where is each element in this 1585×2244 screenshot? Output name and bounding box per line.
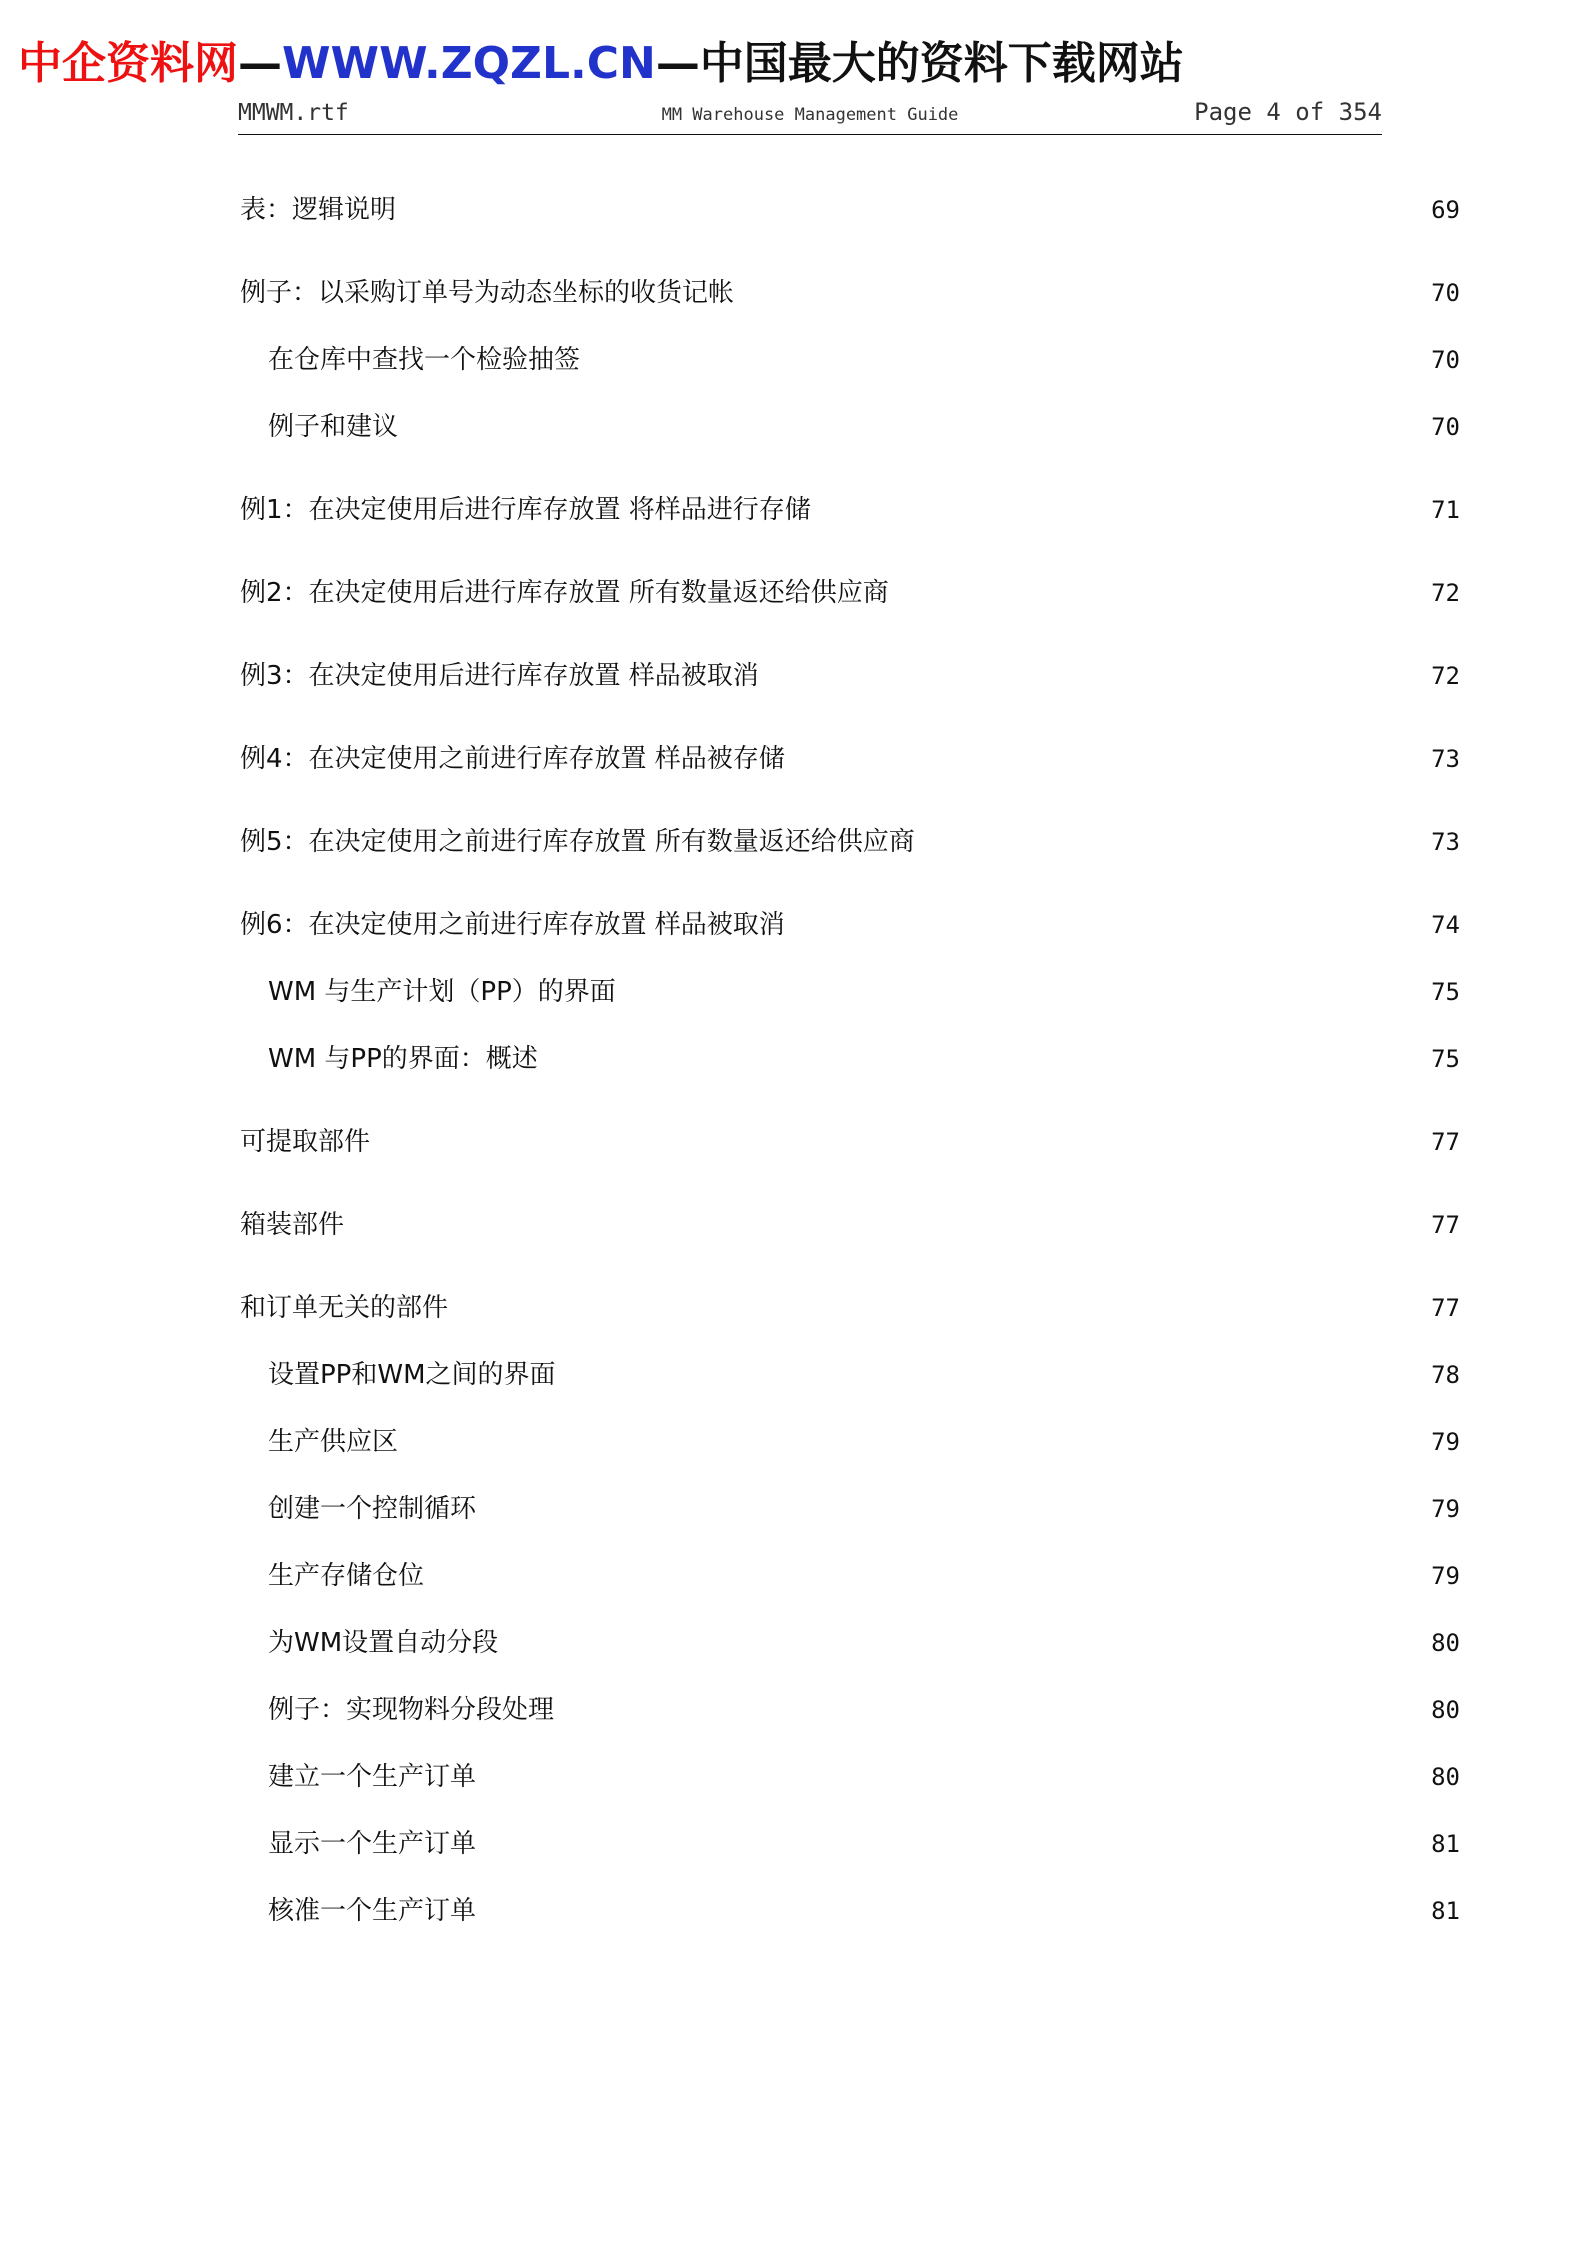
header-filename: MMWM.rtf bbox=[238, 100, 349, 126]
toc-entry-page: 74 bbox=[1431, 911, 1460, 939]
toc-entry-page: 81 bbox=[1431, 1830, 1460, 1858]
header-title: MM Warehouse Management Guide bbox=[661, 105, 959, 125]
toc-entry-title: 例1：在决定使用后进行库存放置 将样品进行存储 bbox=[240, 495, 811, 525]
banner-url[interactable]: WWW.ZQZL.CN bbox=[282, 38, 656, 89]
toc-entry[interactable] bbox=[0, 1039, 1585, 1079]
toc-entry-title: 设置PP和WM之间的界面 bbox=[268, 1360, 556, 1390]
toc-entry-page: 81 bbox=[1431, 1897, 1460, 1925]
toc-entry[interactable] bbox=[0, 905, 1585, 945]
toc-entry-title: 例5：在决定使用之前进行库存放置 所有数量返还给供应商 bbox=[240, 827, 915, 857]
toc-entry[interactable] bbox=[0, 1690, 1585, 1730]
toc-entry-title: 和订单无关的部件 bbox=[240, 1293, 449, 1323]
toc-entry[interactable] bbox=[0, 656, 1585, 696]
banner-slogan: —中国最大的资料下载网站 bbox=[655, 38, 1184, 89]
toc-entry-title: 例子：以采购订单号为动态坐标的收货记帐 bbox=[240, 278, 735, 308]
toc-entry-title: 为WM设置自动分段 bbox=[268, 1628, 499, 1658]
toc-entry-page: 78 bbox=[1431, 1361, 1460, 1389]
toc-entry-page: 80 bbox=[1431, 1629, 1460, 1657]
toc-entry-title: 例2：在决定使用后进行库存放置 所有数量返还给供应商 bbox=[240, 578, 889, 608]
toc-entry-page: 72 bbox=[1431, 662, 1460, 690]
toc-entry-page: 71 bbox=[1431, 496, 1460, 524]
toc-entry-page: 79 bbox=[1431, 1495, 1460, 1523]
toc-entry-title: 例3：在决定使用后进行库存放置 样品被取消 bbox=[240, 661, 759, 691]
toc-entry-page: 72 bbox=[1431, 579, 1460, 607]
toc-entry-title: 生产供应区 bbox=[268, 1427, 399, 1457]
toc-entry[interactable] bbox=[0, 1757, 1585, 1797]
toc-entry-title: 核准一个生产订单 bbox=[268, 1896, 477, 1926]
toc-entry[interactable] bbox=[0, 1355, 1585, 1395]
toc-entry-title: 可提取部件 bbox=[240, 1127, 371, 1157]
header-page-info: Page 4 of 354 bbox=[1194, 98, 1382, 126]
toc-entry[interactable] bbox=[0, 490, 1585, 530]
toc-entry[interactable] bbox=[0, 573, 1585, 613]
toc-entry-title: 创建一个控制循环 bbox=[268, 1494, 477, 1524]
toc-entry-title: WM 与PP的界面：概述 bbox=[268, 1044, 538, 1074]
toc-entry-title: 建立一个生产订单 bbox=[268, 1762, 477, 1792]
toc-entry[interactable] bbox=[0, 1891, 1585, 1931]
toc-entry-title: 显示一个生产订单 bbox=[268, 1829, 477, 1859]
toc-entry-page: 77 bbox=[1431, 1128, 1460, 1156]
toc-entry-page: 77 bbox=[1431, 1294, 1460, 1322]
toc-entry[interactable] bbox=[0, 1422, 1585, 1462]
toc-entry-title: 例子：实现物料分段处理 bbox=[268, 1695, 555, 1725]
toc-entry-title: 例子和建议 bbox=[268, 412, 399, 442]
toc-entry-page: 80 bbox=[1431, 1763, 1460, 1791]
toc-entry[interactable] bbox=[0, 273, 1585, 313]
toc-entry[interactable] bbox=[0, 972, 1585, 1012]
toc-entry-title: 在仓库中查找一个检验抽签 bbox=[268, 345, 581, 375]
toc-entry[interactable] bbox=[0, 1556, 1585, 1596]
toc-entry-page: 73 bbox=[1431, 745, 1460, 773]
toc-entry[interactable] bbox=[0, 1623, 1585, 1663]
toc-entry-page: 70 bbox=[1431, 413, 1460, 441]
toc-entry-title: 箱装部件 bbox=[240, 1210, 345, 1240]
toc-entry-title: 例4：在决定使用之前进行库存放置 样品被存储 bbox=[240, 744, 785, 774]
toc-entry-title: 表：逻辑说明 bbox=[240, 195, 397, 225]
toc-entry[interactable] bbox=[0, 407, 1585, 447]
toc-entry[interactable] bbox=[0, 1288, 1585, 1328]
toc-entry[interactable] bbox=[0, 1205, 1585, 1245]
toc-entry-page: 70 bbox=[1431, 279, 1460, 307]
toc-entry-page: 79 bbox=[1431, 1428, 1460, 1456]
toc-entry-page: 75 bbox=[1431, 1045, 1460, 1073]
toc-entry-page: 79 bbox=[1431, 1562, 1460, 1590]
toc-entry[interactable] bbox=[0, 340, 1585, 380]
toc-entry[interactable] bbox=[0, 1122, 1585, 1162]
toc-entry-page: 77 bbox=[1431, 1211, 1460, 1239]
banner-dash: — bbox=[238, 38, 282, 89]
toc-entry-page: 75 bbox=[1431, 978, 1460, 1006]
toc-entry[interactable] bbox=[0, 1489, 1585, 1529]
toc-entry[interactable] bbox=[0, 190, 1585, 230]
toc-entry-title: 例6：在决定使用之前进行库存放置 样品被取消 bbox=[240, 910, 785, 940]
toc-entry[interactable] bbox=[0, 739, 1585, 779]
toc-entry-title: WM 与生产计划（PP）的界面 bbox=[268, 977, 616, 1007]
toc-entry[interactable] bbox=[0, 822, 1585, 862]
banner-site-name: 中企资料网 bbox=[18, 38, 238, 89]
toc-entry-page: 69 bbox=[1431, 196, 1460, 224]
toc-entry-page: 80 bbox=[1431, 1696, 1460, 1724]
toc-entry[interactable] bbox=[0, 1824, 1585, 1864]
toc-entry-page: 73 bbox=[1431, 828, 1460, 856]
toc-entry-page: 70 bbox=[1431, 346, 1460, 374]
toc-entry-title: 生产存储仓位 bbox=[268, 1561, 425, 1591]
